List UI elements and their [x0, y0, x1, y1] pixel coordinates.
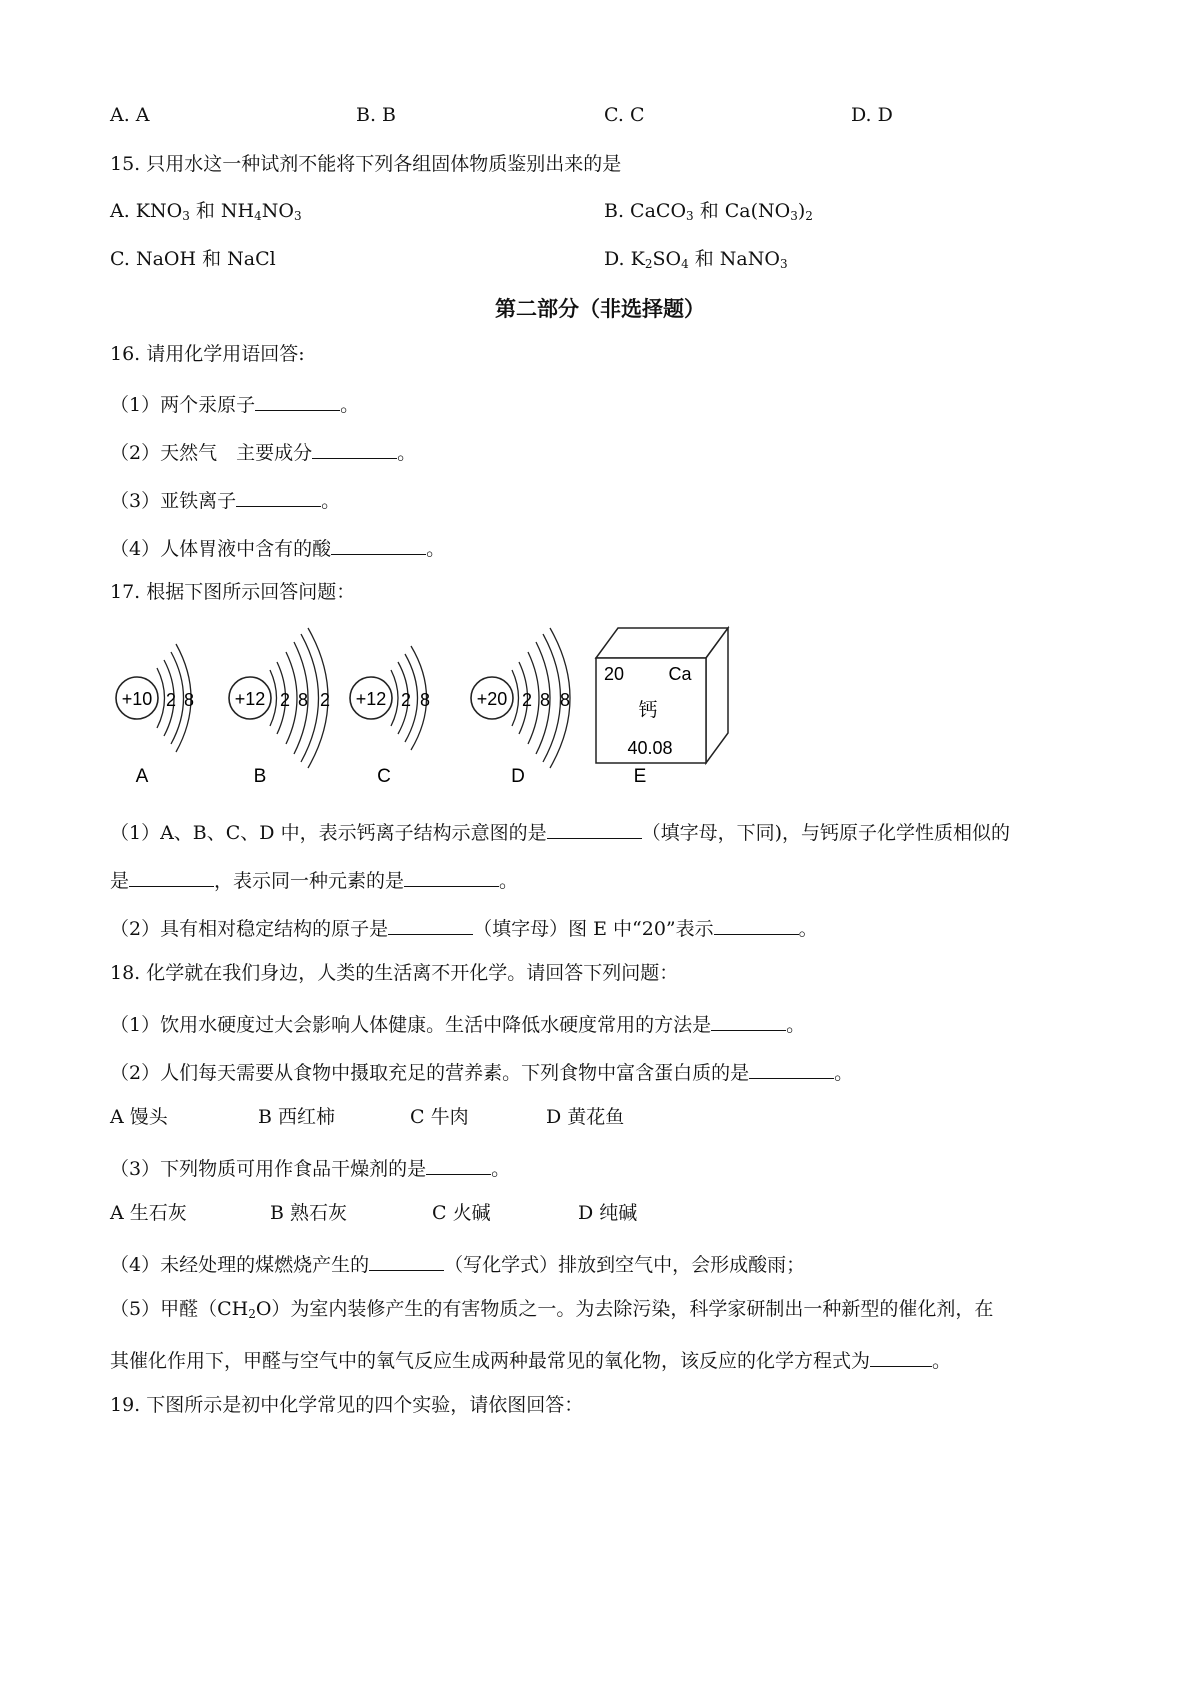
answer-blank[interactable] [547, 820, 642, 839]
answer-blank[interactable] [312, 440, 397, 459]
q19-stem: 19. 下图所示是初中化学常见的四个实验，请依图回答： [110, 1394, 584, 1416]
answer-blank[interactable] [714, 916, 799, 935]
q18-part5-line2: 其催化作用下，甲醛与空气中的氧气反应生成两种最常见的氧化物，该反应的化学方程式为 。 [110, 1350, 952, 1372]
atom-d-diagram [471, 628, 570, 787]
q18-stem: 18. 化学就在我们身边，人类的生活离不开化学。请回答下列问题： [110, 962, 679, 984]
answer-blank[interactable] [331, 536, 426, 555]
figure-label: E [633, 766, 647, 787]
shell-electrons: 8 [560, 690, 571, 710]
element-cell-e [596, 628, 728, 787]
q16-item-3: （3）亚铁离子 。 [110, 490, 341, 512]
q18-p2-option-a: A 馒头 [110, 1106, 168, 1128]
figure-label: D [511, 766, 525, 787]
q18-part2: （2）人们每天需要从食物中摄取充足的营养素。下列食物中富含蛋白质的是 。 [110, 1062, 854, 1084]
q18-part5-line1: （5）甲醛$(CH_2O)$为室内装修产生的有害物质之一。为去除污染，科学家研制出一种新型的催化剂，在 [110, 1298, 994, 1321]
q17-part2: （2）具有相对稳定结构的原子是 （填字母）图 E 中“20”表示 。 [110, 918, 818, 940]
q18-p3-option-b: B 熟石灰 [270, 1202, 348, 1224]
shell-electrons: 8 [298, 690, 309, 710]
atom-b-diagram [229, 628, 330, 787]
answer-blank[interactable] [236, 488, 321, 507]
q18-p3-option-c: C 火碱 [432, 1202, 491, 1224]
q15-stem: 15. 只用水这一种试剂不能将下列各组固体物质鉴别出来的是 [110, 153, 622, 175]
answer-blank[interactable] [426, 1156, 491, 1175]
shell-electrons: 8 [184, 690, 195, 710]
shell-electrons: 2 [401, 690, 412, 710]
q14-option-b: B. B [356, 104, 397, 126]
answer-blank[interactable] [749, 1060, 834, 1079]
q16-item-1: （1）两个汞原子 。 [110, 394, 360, 416]
figure-label: C [377, 766, 391, 787]
answer-blank[interactable] [870, 1348, 932, 1367]
atomic-structure-figure [100, 620, 740, 795]
nucleus-charge: +10 [121, 689, 153, 709]
q18-p3-option-a: A 生石灰 [110, 1202, 187, 1224]
answer-blank[interactable] [129, 868, 214, 887]
q16-item-2: （2）天然气 主要成分 。 [110, 442, 417, 464]
atomic-mass: 40.08 [627, 738, 673, 758]
atomic-number: 20 [604, 664, 625, 684]
figure-label: A [135, 766, 149, 787]
q15-option-b: B. CaCO$_3$ 和 $Ca(NO_3)_2$ [604, 200, 813, 223]
figure-label: B [253, 766, 267, 787]
element-symbol: Ca [668, 664, 692, 684]
q15-option-c: C. NaOH 和 NaCl [110, 248, 276, 270]
q17-part1-line2: 是 ，表示同一种元素的是 。 [110, 870, 519, 892]
answer-blank[interactable] [369, 1252, 444, 1271]
q18-p3-option-d: D 纯碱 [578, 1202, 638, 1224]
shell-electrons: 2 [320, 690, 331, 710]
shell-electrons: 2 [280, 690, 291, 710]
q15-option-a: A. $KNO_3$ 和 $NH_4NO_3$ [110, 200, 302, 223]
q18-part1: （1）饮用水硬度过大会影响人体健康。生活中降低水硬度常用的方法是 。 [110, 1014, 806, 1036]
q18-part3: （3）下列物质可用作食品干燥剂的是 。 [110, 1158, 511, 1180]
atom-c-diagram [350, 646, 430, 787]
q18-p2-option-c: C 牛肉 [410, 1106, 469, 1128]
q17-part1-line1: （1）A、B、C、D 中，表示钙离子结构示意图的是 （填字母，下同)，与钙原子化学性质相似的 [110, 822, 1011, 844]
answer-blank[interactable] [404, 868, 499, 887]
q18-part4: （4）未经处理的煤燃烧产生的 （写化学式）排放到空气中，会形成酸雨； [110, 1254, 806, 1276]
answer-blank[interactable] [255, 392, 340, 411]
nucleus-charge: +12 [355, 689, 387, 709]
q16-stem: 16. 请用化学用语回答: [110, 343, 305, 365]
q14-option-c: C. C [604, 104, 645, 126]
q15-option-d: D. $K_2SO_4$ 和 NaNO$_3$ [604, 248, 788, 271]
q14-option-d: D. D [851, 104, 893, 126]
shell-electrons: 8 [540, 690, 551, 710]
q18-p2-option-d: D 黄花鱼 [546, 1106, 625, 1128]
shell-electrons: 2 [522, 690, 533, 710]
q17-stem: 17. 根据下图所示回答问题： [110, 581, 356, 603]
shell-electrons: 2 [166, 690, 177, 710]
q18-p2-option-b: B 西红柿 [258, 1106, 336, 1128]
atom-a-diagram [116, 644, 194, 787]
answer-blank[interactable] [711, 1012, 786, 1031]
element-name: 钙 [638, 699, 658, 721]
q14-option-a: A. A [110, 104, 150, 126]
q16-item-4: （4）人体胃液中含有的酸 。 [110, 538, 446, 560]
answer-blank[interactable] [388, 916, 473, 935]
shell-electrons: 8 [420, 690, 431, 710]
section-title: 第二部分（非选择题） [495, 297, 705, 321]
nucleus-charge: +12 [234, 689, 266, 709]
nucleus-charge: +20 [476, 689, 508, 709]
